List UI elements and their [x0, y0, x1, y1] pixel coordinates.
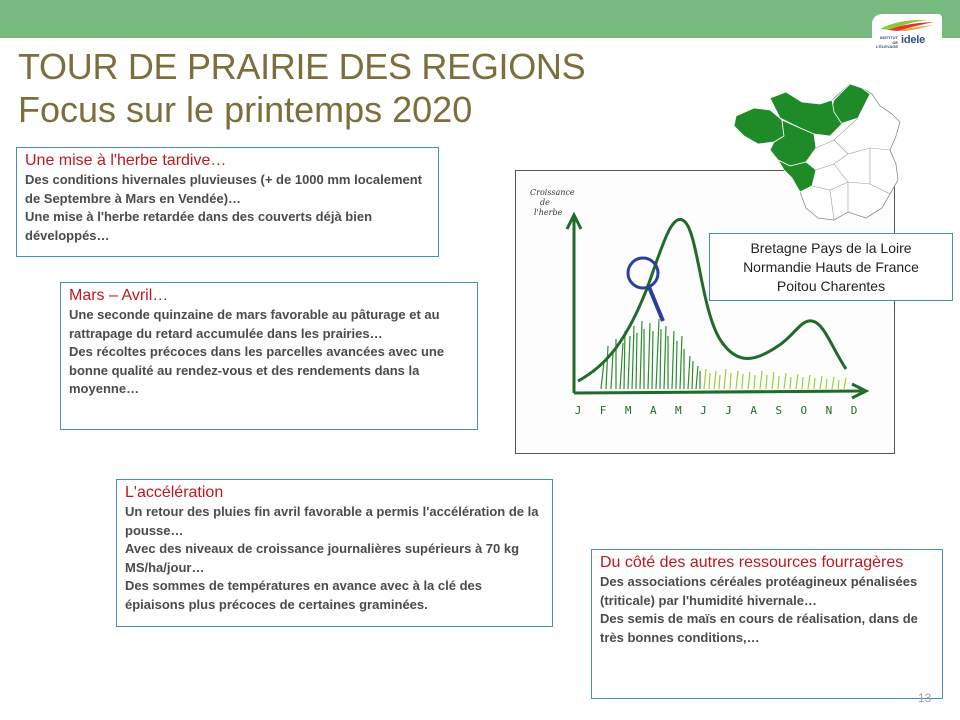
month-label: F	[599, 404, 607, 417]
regions-legend	[709, 233, 953, 301]
idele-logo	[872, 14, 942, 58]
page-number: 13	[918, 691, 932, 705]
box-text: Avec des niveaux de croissance journalières supérieurs à 70 kg MS/ha/jour…	[125, 541, 520, 575]
month-label: O	[800, 404, 808, 417]
info-box-mars-avril	[60, 282, 478, 430]
page-subtitle: Focus sur le printemps 2020	[18, 89, 473, 130]
logo-brand: idele	[901, 34, 926, 46]
x-axis	[574, 391, 862, 393]
month-label: M	[675, 404, 682, 417]
regions-line-2: Normandie Hauts de France	[743, 259, 919, 275]
grass-strokes	[601, 319, 846, 389]
region-bretagne	[734, 108, 784, 144]
sketch-ylabel-1: Croissance	[530, 188, 575, 197]
month-label: A	[649, 404, 657, 417]
month-labels	[575, 404, 858, 417]
month-label: A	[750, 404, 757, 417]
box-heading: L'accélération	[125, 484, 224, 501]
box-text: Une mise à l'herbe retardée dans des couverts déjà bien développés…	[25, 209, 373, 243]
logo-swoosh-icon	[878, 17, 936, 31]
box-heading: Du côté des autres ressources fourragères	[600, 554, 904, 571]
month-label: D	[850, 404, 858, 417]
box-text: Des récoltes précoces dans les parcelles avancées avec une bonne qualité au rendez-vous et des rendements dans la moyenne…	[69, 344, 445, 396]
box-text: Des associations céréales protéagineux pénalisées (triticale) par l'humidité hivernale…	[600, 574, 918, 608]
month-label: J	[574, 404, 582, 417]
box-heading: Une mise à l'herbe tardive…	[25, 152, 227, 169]
logo-small-text: INSTITUT DE L'ÉLEVAGE	[875, 35, 898, 49]
month-label: J	[700, 404, 707, 417]
month-label: S	[775, 404, 783, 417]
regions-line-1: Bretagne Pays de la Loire	[750, 240, 912, 256]
sketch-ylabel-2: de	[540, 198, 550, 207]
box-text: Des sommes de températures en avance avec à la clé des épiaisons plus précoces de certaines graminées.	[125, 578, 482, 612]
box-text: Un retour des pluies fin avril favorable a permis l'accélération de la pousse…	[125, 504, 539, 538]
month-label: J	[725, 404, 732, 417]
box-text: Des conditions hivernales pluvieuses (+ de 1000 mm localement de Septembre à Mars en Vendée)…	[25, 172, 423, 206]
regions-line-3: Poitou Charentes	[776, 278, 886, 294]
box-text: Des semis de maïs en cours de réalisation, dans de très bonnes conditions,…	[600, 611, 918, 645]
box-heading: Mars – Avril…	[69, 287, 169, 304]
sketch-ylabel-3: l'herbe	[534, 208, 563, 217]
france-regions-map	[730, 78, 905, 228]
info-box-autres-ressources	[591, 549, 943, 699]
month-label: N	[825, 404, 833, 417]
month-label: M	[624, 404, 632, 417]
info-box-mise-a-lherbe	[16, 147, 439, 257]
top-banner	[0, 0, 960, 38]
box-text: Une seconde quinzaine de mars favorable au pâturage et au rattrapage du retard accumulée dans les prairies…	[69, 307, 440, 341]
page-title: TOUR DE PRAIRIE DES REGIONS	[18, 46, 586, 87]
info-box-acceleration	[116, 479, 553, 627]
